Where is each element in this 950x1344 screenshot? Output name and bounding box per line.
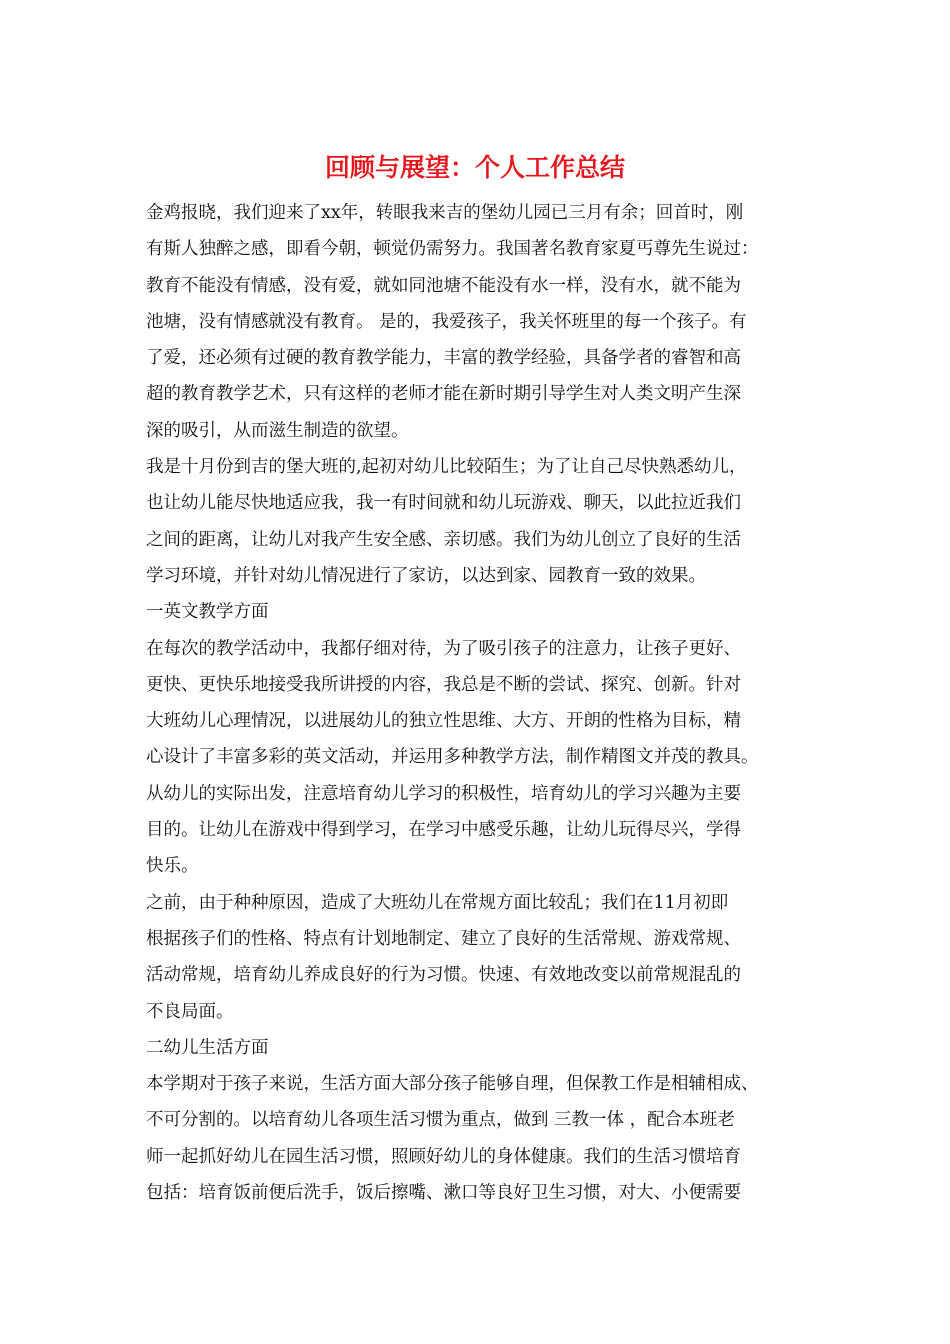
- paragraph-line: 之前，由于种种原因，造成了大班幼儿在常规方面比较乱；我们在11月初即: [146, 892, 729, 913]
- paragraph-line: 之间的距离，让幼儿对我产生安全感、亲切感。我们为幼儿创立了良好的生活: [146, 529, 741, 550]
- paragraph-line: 池塘，没有情感就没有教育。 是的，我爱孩子，我关怀班里的每一个孩子。有: [146, 311, 747, 332]
- paragraph-line: 根据孩子们的性格、特点有计划地制定、建立了良好的生活常规、游戏常规、: [146, 928, 741, 949]
- paragraph-line: 不良局面。: [146, 1001, 234, 1022]
- document-body: [146, 195, 846, 1211]
- paragraph-line: 不可分割的。以培育幼儿各项生活习惯为重点，做到 三教一体 ，配合本班老: [146, 1110, 735, 1131]
- paragraph-line: 金鸡报晓，我们迎来了xx年，转眼我来吉的堡幼儿园已三月有余；回首时，刚: [146, 203, 744, 223]
- paragraph-line: 本学期对于孩子来说，生活方面大部分孩子能够自理，但保教工作是相辅相成、: [146, 1074, 759, 1095]
- paragraph-line: 了爱，还必须有过硬的教育教学能力，丰富的教学经验，具备学者的睿智和高: [146, 348, 741, 369]
- paragraph-line: 学习环境，并针对幼儿情况进行了家访，以达到家、园教育一致的效果。: [146, 565, 706, 586]
- paragraph-line: 师一起抓好幼儿在园生活习惯，照顾好幼儿的身体健康。我们的生活习惯培育: [146, 1146, 741, 1167]
- document-title: 回顾与展望：个人工作总结: [324, 153, 625, 182]
- paragraph-line: 深的吸引，从而滋生制造的欲望。: [146, 420, 409, 441]
- paragraph-line: 我是十月份到吉的堡大班的,起初对幼儿比较陌生；为了让自己尽快熟悉幼儿，: [146, 457, 747, 478]
- paragraph-line: 更快、更快乐地接受我所讲授的内容，我总是不断的尝试、探究、创新。针对: [146, 674, 741, 695]
- paragraph-line: 大班幼儿心理情况，以进展幼儿的独立性思维、大方、开朗的性格为目标，精: [146, 711, 741, 732]
- paragraph-line: 也让幼儿能尽快地适应我，我一有时间就和幼儿玩游戏、聊天，以此拉近我们: [146, 493, 741, 514]
- paragraph-line: 超的教育教学艺术，只有这样的老师才能在新时期引导学生对人类文明产生深: [146, 384, 741, 405]
- paragraph-line: 有斯人独醉之感，即看今朝，顿觉仍需努力。我国著名教育家夏丐尊先生说过：: [146, 239, 759, 260]
- paragraph-line: 活动常规，培育幼儿养成良好的行为习惯。快速、有效地改变以前常规混乱的: [146, 965, 741, 986]
- paragraph-line: 教育不能没有情感，没有爱，就如同池塘不能没有水一样，没有水，就不能为: [146, 275, 741, 296]
- paragraph-line: 从幼儿的实际出发，注意培育幼儿学习的积极性，培育幼儿的学习兴趣为主要: [146, 783, 741, 804]
- section-heading: 一英文教学方面: [146, 602, 269, 623]
- paragraph-line: 心设计了丰富多彩的英文活动，并运用多种教学方法，制作精图文并茂的教具。: [146, 747, 759, 768]
- paragraph-line: 目的。让幼儿在游戏中得到学习，在学习中感受乐趣，让幼儿玩得尽兴，学得: [146, 820, 741, 841]
- paragraph-line: 包括：培育饭前便后洗手，饭后擦嘴、漱口等良好卫生习惯，对大、小便需要: [146, 1183, 741, 1204]
- paragraph-line: 在每次的教学活动中，我都仔细对待，为了吸引孩子的注意力，让孩子更好、: [146, 638, 741, 659]
- section-heading: 二幼儿生活方面: [146, 1037, 269, 1058]
- paragraph-line: 快乐。: [146, 856, 199, 877]
